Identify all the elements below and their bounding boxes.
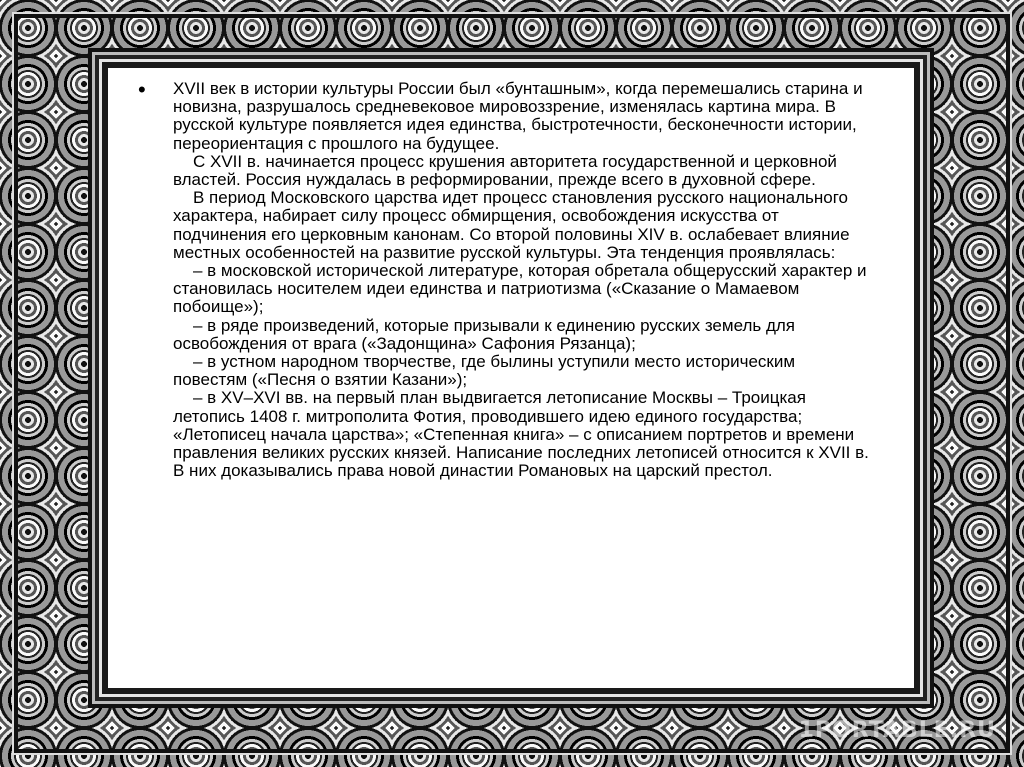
paragraph: С XVII в. начинается процесс крушения авторитета государственной и церковной властей. Россия нуждалась в реформировании, прежде всего в духовной сфере.: [173, 151, 837, 190]
paragraph: В период Московского царства идет процесс становления русского национального характера, набирает силу процесс обмирщения, освобождения искусства от подчинения его церковным канонам. Со второй половины XIV в. ослабевает влияние местных особенностей на развитие русской культуры. Эта тенденция проявлялась:: [173, 188, 850, 262]
watermark: 1PORTABLE.RU: [798, 718, 996, 743]
list-item: – в XV–XVI вв. на первый план выдвигается летописание Москвы – Троицкая летопись 1408 г. митрополита Фотия, проводившего идею единого государства; «Летописец начала царства»; «Степенная книга» – с описанием портретов и времени правления великих русских князей. Написание последних летописей относится к XVII в. В них доказывались права новой династии Романовых на царский престол.: [173, 388, 869, 481]
paragraph: XVII век в истории культуры России был «бунташным», когда перемешались старина и новизна, разрушалось средневековое мировоззрение, изменялась картина мира. В русской культуре появляется идея единства, быстротечности, бесконечности истории, переориентация с прошлого на будущее.: [173, 79, 863, 153]
list-item: – в ряде произведений, которые призывали к единению русских земель для освобождения от врага («Задонщина» Сафония Рязанца);: [173, 315, 796, 353]
list-item: – в московской исторической литературе, которая обретала общерусский характер и становилась носителем идеи единства и патриотизма («Сказание о Мамаевом побоище»);: [173, 261, 867, 317]
slide-text: [173, 80, 873, 480]
bullet-marker: •: [138, 77, 146, 102]
list-item: – в устном народном творчестве, где былины уступили место историческим повестям («Песня о взятии Казани»);: [173, 352, 796, 390]
